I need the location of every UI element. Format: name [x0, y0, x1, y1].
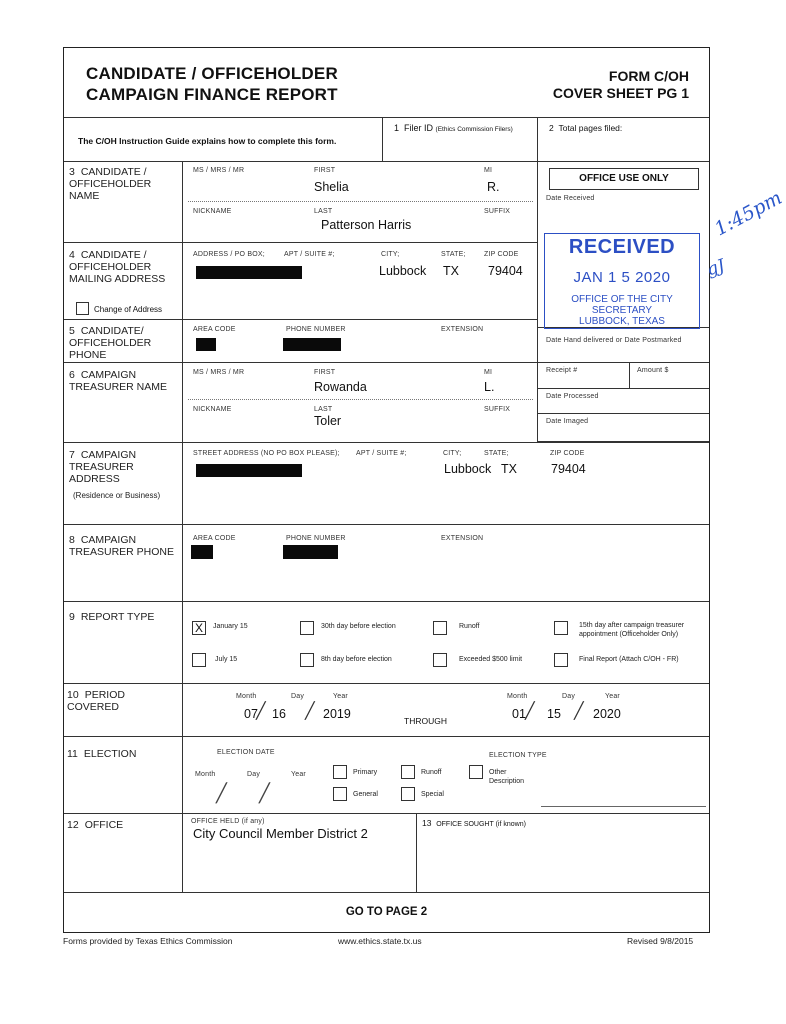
form-page: COVER SHEET PG 1 — [552, 85, 689, 101]
office-held-label: OFFICE HELD (if any) — [191, 818, 265, 825]
to-day-label: Day — [562, 693, 576, 700]
checkbox-15th-day-after-appointment[interactable] — [554, 621, 568, 635]
section-10-label: 10 PERIOD COVERED — [67, 689, 125, 713]
section-11-label: 11 ELECTION — [67, 748, 137, 760]
ms-mrs-mr-label: MS / MRS / MR — [193, 167, 245, 174]
checkbox-30th-day[interactable] — [300, 621, 314, 635]
checkbox-runoff[interactable] — [433, 621, 447, 635]
received-stamp: RECEIVED JAN 1 5 2020 OFFICE OF THE CITY SECRETARY LUBBOCK, TEXAS — [544, 233, 700, 329]
change-of-address-label: Change of Address — [94, 305, 163, 314]
address-label: ADDRESS / PO BOX; — [193, 251, 265, 258]
cover-sheet-form — [63, 47, 710, 933]
option-30th-day: 30th day before election — [321, 623, 396, 630]
section-9-label: 9 REPORT TYPE — [69, 611, 155, 623]
section-8-label: 8 CAMPAIGN TREASURER PHONE — [69, 534, 175, 558]
date-slash: ╱ — [525, 703, 535, 720]
treasurer-ms-label: MS / MRS / MR — [193, 369, 245, 376]
instruction-note: The C/OH Instruction Guide explains how to complete this form. — [78, 136, 337, 146]
first-label: FIRST — [314, 167, 336, 174]
treasurer-city: Lubbock — [444, 462, 492, 476]
office-sought: 13 OFFICE SOUGHT (if known) — [422, 818, 526, 828]
to-year: 2020 — [593, 707, 621, 721]
from-day: 16 — [272, 707, 286, 721]
treasurer-apt-label: APT / SUITE #; — [356, 450, 407, 457]
checkbox-general[interactable] — [333, 787, 347, 801]
suffix-label: SUFFIX — [484, 208, 511, 215]
extension-label: EXTENSION — [441, 326, 484, 333]
footer-revised: Revised 9/8/2015 — [627, 936, 694, 946]
form-title-line1: CANDIDATE / OFFICEHOLDER — [86, 64, 338, 83]
candidate-zip: 79404 — [488, 264, 523, 278]
total-pages-label: 2 Total pages filed: — [549, 123, 623, 133]
office-held-value: City Council Member District 2 — [193, 826, 368, 841]
candidate-mi: R. — [487, 180, 500, 194]
receipt-label: Receipt # — [546, 367, 578, 374]
date-slash: ╱ — [216, 783, 227, 803]
residence-or-business: (Residence or Business) — [73, 491, 161, 500]
treasurer-extension-label: EXTENSION — [441, 535, 484, 542]
treasurer-last-label: LAST — [314, 406, 333, 413]
candidate-state: TX — [443, 264, 459, 278]
date-slash: ╱ — [574, 703, 584, 720]
nickname-label: NICKNAME — [193, 208, 232, 215]
treasurer-mi-label: MI — [484, 369, 493, 376]
option-runoff: Runoff — [459, 623, 480, 630]
filer-id-label: 1 Filer ID (Ethics Commission Filers) — [394, 123, 513, 133]
option-primary: Primary — [353, 769, 378, 776]
date-received-label: Date Received — [546, 195, 595, 202]
treasurer-zip-label: ZIP CODE — [550, 450, 585, 457]
from-month: 07 — [244, 707, 258, 721]
option-exceeded-500: Exceeded $500 limit — [459, 656, 523, 663]
date-slash: ╱ — [305, 703, 315, 720]
candidate-first-name: Shelia — [314, 180, 349, 194]
to-month: 01 — [512, 707, 526, 721]
checkbox-election-runoff[interactable] — [401, 765, 415, 779]
redacted-area-code — [196, 338, 216, 351]
section-3-label: 3 CANDIDATE / OFFICEHOLDER NAME — [69, 166, 152, 202]
from-year: 2019 — [323, 707, 351, 721]
phone-number-label: PHONE NUMBER — [286, 326, 346, 333]
section-4-label: 4 CANDIDATE / OFFICEHOLDER MAILING ADDRESS — [69, 249, 166, 285]
office-use-title: OFFICE USE ONLY — [549, 168, 699, 190]
treasurer-state: TX — [501, 462, 517, 476]
to-day: 15 — [547, 707, 561, 721]
date-imaged-label: Date Imaged — [546, 418, 589, 425]
treasurer-suffix-label: SUFFIX — [484, 406, 511, 413]
treasurer-first-label: FIRST — [314, 369, 336, 376]
election-day-label: Day — [247, 771, 261, 778]
checkbox-8th-day[interactable] — [300, 653, 314, 667]
election-month-label: Month — [195, 771, 216, 778]
go-to-page-2: GO TO PAGE 2 — [345, 906, 428, 918]
zip-label: ZIP CODE — [484, 251, 519, 258]
change-of-address-checkbox[interactable] — [76, 302, 89, 315]
date-slash: ╱ — [256, 703, 266, 720]
candidate-city: Lubbock — [379, 264, 427, 278]
option-general: General — [353, 791, 378, 798]
checkbox-special[interactable] — [401, 787, 415, 801]
option-july-15: July 15 — [215, 656, 238, 663]
option-8th-day: 8th day before election — [321, 656, 392, 663]
section-7-label: 7 CAMPAIGN TREASURER ADDRESS — [69, 449, 137, 485]
area-code-label: AREA CODE — [193, 326, 236, 333]
candidate-last-name: Patterson Harris — [321, 218, 412, 232]
option-election-runoff: Runoff — [421, 769, 442, 776]
section-6-label: 6 CAMPAIGN TREASURER NAME — [69, 369, 168, 393]
from-year-label: Year — [333, 693, 348, 700]
checkbox-primary[interactable] — [333, 765, 347, 779]
to-month-label: Month — [507, 693, 528, 700]
treasurer-mi: L. — [484, 380, 495, 394]
street-address-label: STREET ADDRESS (NO PO BOX PLEASE); — [193, 450, 340, 457]
treasurer-area-code-label: AREA CODE — [193, 535, 236, 542]
election-date-label: ELECTION DATE — [217, 749, 275, 756]
checkbox-final-report[interactable] — [554, 653, 568, 667]
form-title-line2: CAMPAIGN FINANCE REPORT — [86, 85, 338, 104]
city-label: CITY; — [381, 251, 400, 258]
treasurer-zip: 79404 — [551, 462, 586, 476]
redacted-phone — [283, 338, 341, 351]
option-final-report: Final Report (Attach C/OH - FR) — [579, 656, 679, 663]
date-hand-delivered-label: Date Hand delivered or Date Postmarked — [546, 337, 682, 344]
apt-label: APT / SUITE #; — [284, 251, 335, 258]
section-12-label: 12 OFFICE — [67, 819, 124, 831]
checkbox-other[interactable] — [469, 765, 483, 779]
redacted-address — [196, 266, 302, 279]
option-other-description: Other Description — [489, 769, 525, 785]
treasurer-state-label: STATE; — [484, 450, 509, 457]
checkbox-july-15[interactable] — [192, 653, 206, 667]
mi-label: MI — [484, 167, 493, 174]
redacted-treasurer-address — [196, 464, 302, 477]
footer-url[interactable]: www.ethics.state.tx.us — [338, 936, 422, 946]
checkbox-january-15[interactable]: X — [192, 621, 206, 635]
form-id: FORM C/OH — [608, 68, 689, 84]
date-slash: ╱ — [259, 783, 270, 803]
footer-provided-by: Forms provided by Texas Ethics Commission — [63, 936, 233, 946]
checkbox-exceeded-500[interactable] — [433, 653, 447, 667]
election-year-label: Year — [291, 771, 306, 778]
handwritten-initials: gJ — [704, 255, 728, 281]
treasurer-phone-label: PHONE NUMBER — [286, 535, 346, 542]
treasurer-last-name: Toler — [314, 414, 342, 428]
to-year-label: Year — [605, 693, 620, 700]
option-january-15: January 15 — [213, 623, 248, 630]
option-15th-day-after-appointment: 15th day after campaign treasurer appointment (Officeholder Only) — [579, 622, 685, 638]
date-processed-label: Date Processed — [546, 393, 599, 400]
treasurer-nickname-label: NICKNAME — [193, 406, 232, 413]
section-5-label: 5 CANDIDATE/ OFFICEHOLDER PHONE — [69, 325, 152, 361]
redacted-treasurer-area-code — [191, 545, 213, 559]
last-label: LAST — [314, 208, 333, 215]
handwritten-time: 1:45pm — [711, 186, 786, 241]
from-month-label: Month — [236, 693, 257, 700]
treasurer-city-label: CITY; — [443, 450, 462, 457]
state-label: STATE; — [441, 251, 466, 258]
amount-label: Amount $ — [637, 367, 669, 374]
from-day-label: Day — [291, 693, 305, 700]
treasurer-first-name: Rowanda — [314, 380, 367, 394]
through-label: THROUGH — [404, 716, 447, 726]
election-type-label: ELECTION TYPE — [489, 752, 547, 759]
option-special: Special — [421, 791, 444, 798]
redacted-treasurer-phone — [283, 545, 338, 559]
